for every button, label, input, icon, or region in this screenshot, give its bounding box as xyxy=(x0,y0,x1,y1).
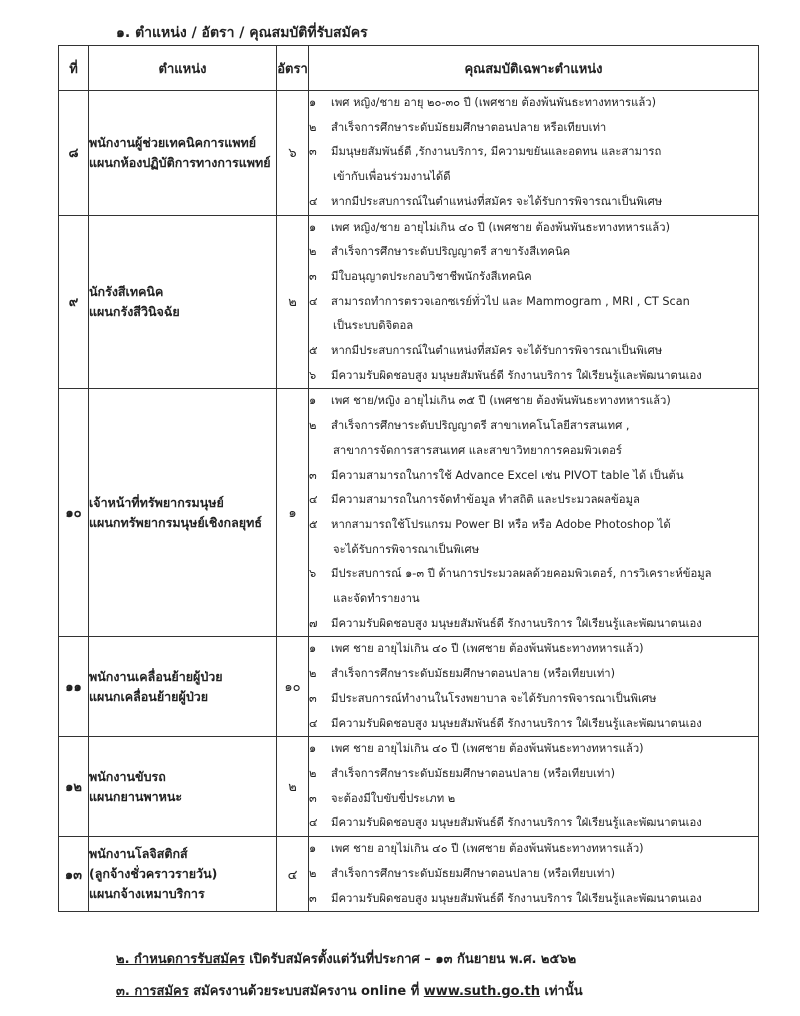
table-row xyxy=(59,389,759,637)
qualification-text: หากมีประสบการณ์ในตำแหน่งที่สมัคร จะได้รับการพิจารณาเป็นพิเศษ xyxy=(331,344,663,358)
rate-cell: ๖ xyxy=(277,91,309,216)
qualification-number: ๔ xyxy=(309,294,318,308)
qualification-number: ๑ xyxy=(309,842,317,856)
position-line: พนักงานเคลื่อนย้ายผู้ป่วย xyxy=(89,668,223,684)
qualification-item xyxy=(309,662,758,687)
position-line: แผนกจ้างเหมาบริการ xyxy=(89,886,205,902)
qualification-item xyxy=(309,513,758,538)
position-line: พนักงานโลจิสติกส์ xyxy=(89,846,188,862)
header-position: ตำแหน่ง xyxy=(89,46,277,91)
application-period-line xyxy=(116,948,576,969)
position-line: แผนกรังสีวินิจฉัย xyxy=(89,303,180,319)
qualification-item xyxy=(309,811,758,836)
qualification-text: เพศ ชาย อายุไม่เกิน ๔๐ ปี (เพศชาย ต้องพ้นพันธะทางทหารแล้ว) xyxy=(331,642,644,656)
application-period-text: เปิดรับสมัครตั้งแต่วันที่ประกาศ – ๑๓ กันยายน พ.ศ. ๒๕๖๒ xyxy=(244,952,577,967)
position-cell xyxy=(89,91,277,216)
qualification-item xyxy=(309,687,758,712)
application-method-line xyxy=(116,980,583,1001)
section-heading: ๑. ตำแหน่ง / อัตรา / คุณสมบัติที่รับสมัคร xyxy=(116,25,368,41)
qualification-item xyxy=(309,240,758,265)
table-header-row xyxy=(59,46,759,91)
qualification-text: สำเร็จการศึกษาระดับปริญญาตรี สาขาเทคโนโลยีสารสนเทศ , xyxy=(331,419,630,433)
qualification-number: ๒ xyxy=(309,866,317,880)
qualification-number: ๓ xyxy=(309,691,317,705)
qualification-number: ๓ xyxy=(309,891,317,905)
qualification-text: และจัดทำรายงาน xyxy=(333,592,420,606)
header-qualifications: คุณสมบัติเฉพาะตำแหน่ง xyxy=(309,46,759,91)
qualification-item xyxy=(309,91,758,116)
qualification-item xyxy=(309,339,758,364)
row-number: ๑๒ xyxy=(59,737,89,837)
qualification-number: ๕ xyxy=(309,517,318,531)
qualification-text: สำเร็จการศึกษาระดับปริญญาตรี สาขารังสีเทคนิค xyxy=(331,245,571,259)
qualification-number: ๒ xyxy=(309,667,317,681)
qualification-text: เป็นระบบดิจิตอล xyxy=(333,319,414,333)
qualification-item xyxy=(309,439,758,464)
qualification-item xyxy=(309,887,758,912)
qualifications-cell xyxy=(309,215,759,389)
position-line: แผนกทรัพยากรมนุษย์เชิงกลยุทธ์ xyxy=(89,514,262,530)
qualification-item xyxy=(309,290,758,315)
qualification-item xyxy=(309,612,758,637)
position-cell xyxy=(89,837,277,912)
qualification-number: ๕ xyxy=(309,344,318,358)
application-method-suffix: เท่านั้น xyxy=(539,984,583,999)
qualification-text: สามารถทำการตรวจเอกซเรย์ทั่วไป และ Mammogram , MRI , CT Scan xyxy=(331,294,690,308)
qualification-text: มีความรับผิดชอบสูง มนุษยสัมพันธ์ดี รักงานบริการ ใฝ่เรียนรู้และพัฒนาตนเอง xyxy=(331,716,702,730)
qualification-item xyxy=(309,587,758,612)
table-row xyxy=(59,215,759,389)
qualification-text: หากมีประสบการณ์ในตำแหน่งที่สมัคร จะได้รับการพิจารณาเป็นพิเศษ xyxy=(331,194,663,208)
header-no: ที่ xyxy=(59,46,89,91)
rate-cell: ๒ xyxy=(277,737,309,837)
qualification-number: ๒ xyxy=(309,766,317,780)
qualification-number: ๓ xyxy=(309,145,317,159)
qualification-text: สำเร็จการศึกษาระดับมัธยมศึกษาตอนปลาย (หรือเทียบเท่า) xyxy=(331,766,616,780)
qualification-item xyxy=(309,364,758,389)
row-number: ๑๓ xyxy=(59,837,89,912)
qualification-text: มีประสบการณ์ ๑-๓ ปี ด้านการประมวลผลด้วยคอมพิวเตอร์, การวิเคราะห์ข้อมูล xyxy=(331,567,712,581)
qualification-text: มีความรับผิดชอบสูง มนุษยสัมพันธ์ดี รักงานบริการ ใฝ่เรียนรู้และพัฒนาตนเอง xyxy=(331,891,702,905)
qualification-item xyxy=(309,787,758,812)
row-number: ๑๐ xyxy=(59,389,89,637)
website-link[interactable]: www.suth.go.th xyxy=(423,984,540,999)
qualification-item xyxy=(309,562,758,587)
qualification-item xyxy=(309,314,758,339)
qualification-number: ๑ xyxy=(309,642,317,656)
qualification-text: เพศ ชาย อายุไม่เกิน ๔๐ ปี (เพศชาย ต้องพ้นพันธะทางทหารแล้ว) xyxy=(331,742,644,756)
qualification-number: ๖ xyxy=(309,368,317,382)
qualification-number: ๔ xyxy=(309,816,318,830)
position-line: แผนกยานพาหนะ xyxy=(89,788,183,804)
qualification-text: มีความสามารถในการจัดทำข้อมูล ทำสถิติ และประมวลผลข้อมูล xyxy=(331,493,640,507)
table-row xyxy=(59,91,759,216)
qualification-number: ๓ xyxy=(309,468,317,482)
table-row xyxy=(59,737,759,837)
qualification-text: สำเร็จการศึกษาระดับมัธยมศึกษาตอนปลาย หรือเทียบเท่า xyxy=(331,120,607,134)
position-cell xyxy=(89,737,277,837)
qualifications-cell xyxy=(309,837,759,912)
position-line: นักรังสีเทคนิค xyxy=(89,283,164,299)
rate-cell: ๔ xyxy=(277,837,309,912)
qualification-text: มีมนุษยสัมพันธ์ดี ,รักงานบริการ, มีความขยันและอดทน และสามารถ xyxy=(331,145,662,159)
positions-table xyxy=(58,45,759,912)
qualification-item xyxy=(309,837,758,862)
application-method-label: ๓. การสมัคร xyxy=(116,984,189,999)
qualification-number: ๔ xyxy=(309,194,318,208)
qualification-text: เพศ ชาย อายุไม่เกิน ๔๐ ปี (เพศชาย ต้องพ้นพันธะทางทหารแล้ว) xyxy=(331,842,644,856)
qualification-number: ๓ xyxy=(309,791,317,805)
header-rate: อัตรา xyxy=(277,46,309,91)
position-line: พนักงานขับรถ xyxy=(89,768,166,784)
qualification-number: ๑ xyxy=(309,96,317,109)
qualification-text: มีความรับผิดชอบสูง มนุษยสัมพันธ์ดี รักงานบริการ ใฝ่เรียนรู้และพัฒนาตนเอง xyxy=(331,368,702,382)
qualification-number: ๖ xyxy=(309,567,317,581)
qualification-item xyxy=(309,762,758,787)
rate-cell: ๑ xyxy=(277,389,309,637)
qualification-item xyxy=(309,116,758,141)
qualification-number: ๗ xyxy=(309,616,318,630)
position-line: (ลูกจ้างชั่วคราวรายวัน) xyxy=(89,866,218,882)
qualification-text: เข้ากับเพื่อนร่วมงานได้ดี xyxy=(333,170,451,184)
qualification-item xyxy=(309,737,758,762)
qualification-item xyxy=(309,637,758,662)
qualification-text: มีใบอนุญาตประกอบวิชาชีพนักรังสีเทคนิค xyxy=(331,269,532,283)
qualification-text: จะได้รับการพิจารณาเป็นพิเศษ xyxy=(333,542,480,556)
position-line: พนักงานผู้ช่วยเทคนิคการแพทย์ xyxy=(89,134,257,150)
qualification-item xyxy=(309,216,758,241)
qualification-item xyxy=(309,165,758,190)
position-line: แผนกห้องปฏิบัติการทางการแพทย์ xyxy=(89,154,271,170)
row-number: ๘ xyxy=(59,91,89,216)
rate-cell: ๒ xyxy=(277,215,309,389)
qualification-number: ๑ xyxy=(309,394,317,408)
position-line: เจ้าหน้าที่ทรัพยากรมนุษย์ xyxy=(89,494,224,510)
qualification-item xyxy=(309,538,758,563)
qualifications-cell xyxy=(309,91,759,216)
qualification-item xyxy=(309,712,758,737)
qualification-item xyxy=(309,414,758,439)
table-row xyxy=(59,837,759,912)
qualification-number: ๑ xyxy=(309,220,317,234)
row-number: ๙ xyxy=(59,215,89,389)
application-period-label: ๒. กำหนดการรับสมัคร xyxy=(116,952,245,967)
qualification-item xyxy=(309,389,758,414)
qualification-number: ๔ xyxy=(309,493,318,507)
qualification-number: ๔ xyxy=(309,716,318,730)
qualification-item xyxy=(309,464,758,489)
qualification-item xyxy=(309,862,758,887)
qualification-item xyxy=(309,265,758,290)
table-body xyxy=(59,91,759,912)
row-number: ๑๑ xyxy=(59,637,89,737)
qualification-text: สาขาการจัดการสารสนเทศ และสาขาวิทยาการคอมพิวเตอร์ xyxy=(333,443,622,457)
qualifications-cell xyxy=(309,637,759,737)
position-line: แผนกเคลื่อนย้ายผู้ป่วย xyxy=(89,688,209,704)
application-method-text: สมัครงานด้วยระบบสมัครงาน online ที่ xyxy=(188,984,424,999)
qualification-item xyxy=(309,488,758,513)
qualification-number: ๓ xyxy=(309,269,317,283)
qualification-text: สำเร็จการศึกษาระดับมัธยมศึกษาตอนปลาย (หรือเทียบเท่า) xyxy=(331,667,616,681)
position-cell xyxy=(89,637,277,737)
qualification-text: เพศ ชาย/หญิง อายุไม่เกิน ๓๕ ปี (เพศชาย ต้องพ้นพันธะทางทหารแล้ว) xyxy=(331,394,671,408)
qualification-text: เพศ หญิง/ชาย อายุ ๒๐-๓๐ ปี (เพศชาย ต้องพ้นพันธะทางทหารแล้ว) xyxy=(331,96,657,109)
qualification-item xyxy=(309,190,758,215)
qualification-number: ๒ xyxy=(309,245,317,259)
qualification-number: ๑ xyxy=(309,742,317,756)
qualification-text: มีประสบการณ์ทำงานในโรงพยาบาล จะได้รับการพิจารณาเป็นพิเศษ xyxy=(331,691,657,705)
table-row xyxy=(59,637,759,737)
qualification-number: ๒ xyxy=(309,120,317,134)
qualification-text: มีความรับผิดชอบสูง มนุษยสัมพันธ์ดี รักงานบริการ ใฝ่เรียนรู้และพัฒนาตนเอง xyxy=(331,616,702,630)
position-cell xyxy=(89,215,277,389)
qualification-item xyxy=(309,140,758,165)
rate-cell: ๑๐ xyxy=(277,637,309,737)
qualifications-cell xyxy=(309,737,759,837)
qualification-text: มีความสามารถในการใช้ Advance Excel เช่น PIVOT table ได้ เป็นต้น xyxy=(331,468,684,482)
qualification-text: สำเร็จการศึกษาระดับมัธยมศึกษาตอนปลาย (หรือเทียบเท่า) xyxy=(331,866,616,880)
qualification-text: มีความรับผิดชอบสูง มนุษยสัมพันธ์ดี รักงานบริการ ใฝ่เรียนรู้และพัฒนาตนเอง xyxy=(331,816,702,830)
qualification-text: เพศ หญิง/ชาย อายุไม่เกิน ๔๐ ปี (เพศชาย ต้องพ้นพันธะทางทหารแล้ว) xyxy=(331,220,670,234)
qualifications-cell xyxy=(309,389,759,637)
qualification-text: จะต้องมีใบขับขี่ประเภท ๒ xyxy=(331,791,456,805)
position-cell xyxy=(89,389,277,637)
qualification-number: ๒ xyxy=(309,419,317,433)
qualification-text: หากสามารถใช้โปรแกรม Power BI หรือ หรือ Adobe Photoshop ได้ xyxy=(331,517,671,531)
